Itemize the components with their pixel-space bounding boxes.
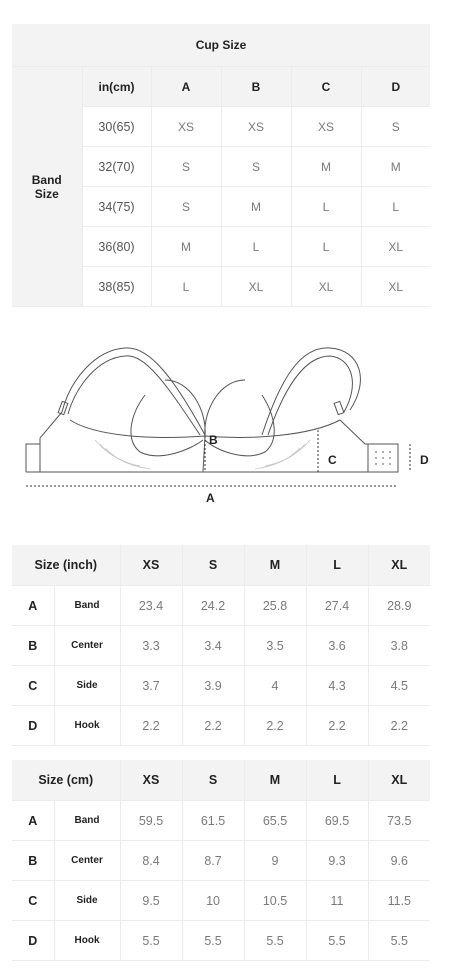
size-cell: XS: [151, 107, 221, 147]
band-size-cell: 38(85): [82, 267, 151, 307]
value-cell: 73.5: [368, 801, 430, 841]
value-cell: 3.9: [182, 666, 244, 706]
row-name: Side: [54, 881, 120, 921]
table-row: [12, 921, 430, 961]
value-cell: 3.5: [244, 626, 306, 666]
value-cell: 27.4: [306, 586, 368, 626]
value-cell: 5.5: [120, 921, 182, 961]
left-cup-seam: [131, 395, 203, 456]
value-cell: 2.2: [244, 706, 306, 746]
value-cell: 5.5: [368, 921, 430, 961]
table-row: [12, 881, 430, 921]
value-cell: 9.3: [306, 841, 368, 881]
table-row: [12, 626, 430, 666]
size-cell: M: [291, 147, 361, 187]
row-name: Side: [54, 666, 120, 706]
band-size-cell: 36(80): [82, 227, 151, 267]
value-cell: 10.5: [244, 881, 306, 921]
row-name: Center: [54, 626, 120, 666]
label-d: D: [420, 453, 429, 467]
value-cell: 24.2: [182, 586, 244, 626]
row-letter: A: [12, 586, 54, 626]
size-header-cell: S: [182, 545, 244, 586]
band-size-label: [12, 67, 82, 307]
table-row: [12, 801, 430, 841]
value-cell: 4.3: [306, 666, 368, 706]
size-header-cell: XS: [120, 545, 182, 586]
left-strap: [62, 348, 205, 435]
cup-header-cell: A: [151, 67, 221, 107]
right-adjuster: [334, 401, 344, 414]
band-size-cell: 34(75): [82, 187, 151, 227]
row-letter: B: [12, 626, 54, 666]
cup-header-cell: in(cm): [82, 67, 151, 107]
value-cell: 65.5: [244, 801, 306, 841]
inch-header-row: [12, 545, 430, 586]
value-cell: 11: [306, 881, 368, 921]
table-row: [12, 841, 430, 881]
value-cell: 8.4: [120, 841, 182, 881]
row-name: Band: [54, 586, 120, 626]
value-cell: 9.6: [368, 841, 430, 881]
row-name: Hook: [54, 706, 120, 746]
size-cell: XL: [291, 267, 361, 307]
size-header-cell: XL: [368, 760, 430, 801]
size-inch-table: [12, 545, 430, 746]
size-header-cell: L: [306, 760, 368, 801]
size-cell: XS: [221, 107, 291, 147]
value-cell: 23.4: [120, 586, 182, 626]
value-cell: 5.5: [244, 921, 306, 961]
row-name: Hook: [54, 921, 120, 961]
value-cell: 2.2: [182, 706, 244, 746]
table-row: [12, 706, 430, 746]
size-cell: M: [361, 147, 430, 187]
table-row: [12, 586, 430, 626]
label-b: B: [209, 433, 218, 447]
row-letter: B: [12, 841, 54, 881]
size-cm-title: Size (cm): [12, 760, 120, 801]
left-band-end: [26, 444, 40, 472]
value-cell: 59.5: [120, 801, 182, 841]
value-cell: 3.3: [120, 626, 182, 666]
size-cm-table: [12, 760, 430, 961]
cup-header-cell: B: [221, 67, 291, 107]
underwire-detail: [95, 440, 310, 469]
value-cell: 9.5: [120, 881, 182, 921]
size-cell: L: [151, 267, 221, 307]
band-label-line2: Size: [34, 186, 59, 201]
value-cell: 28.9: [368, 586, 430, 626]
row-letter: D: [12, 706, 54, 746]
size-cell: M: [151, 227, 221, 267]
cup-header-cell: D: [361, 67, 430, 107]
label-a: A: [206, 491, 215, 505]
value-cell: 2.2: [306, 706, 368, 746]
size-header-cell: M: [244, 760, 306, 801]
row-letter: C: [12, 881, 54, 921]
left-cup-top: [70, 420, 205, 472]
bra-measurement-diagram: [0, 340, 468, 520]
size-cell: S: [221, 147, 291, 187]
size-cell: M: [221, 187, 291, 227]
size-cell: L: [291, 187, 361, 227]
size-cell: S: [361, 107, 430, 147]
value-cell: 9: [244, 841, 306, 881]
size-header-cell: S: [182, 760, 244, 801]
row-letter: A: [12, 801, 54, 841]
value-cell: 10: [182, 881, 244, 921]
size-cell: L: [221, 227, 291, 267]
size-header-cell: XL: [368, 545, 430, 586]
size-cell: S: [151, 187, 221, 227]
value-cell: 3.7: [120, 666, 182, 706]
size-cell: XL: [361, 227, 430, 267]
row-letter: C: [12, 666, 54, 706]
right-strap: [262, 348, 360, 435]
value-cell: 25.8: [244, 586, 306, 626]
cup-size-table: [12, 24, 430, 307]
value-cell: 3.6: [306, 626, 368, 666]
value-cell: 2.2: [120, 706, 182, 746]
value-cell: 5.5: [182, 921, 244, 961]
value-cell: 4: [244, 666, 306, 706]
cup-header-cell: C: [291, 67, 361, 107]
cup-header-row: [12, 67, 430, 107]
value-cell: 2.2: [368, 706, 430, 746]
size-cell: XS: [291, 107, 361, 147]
row-letter: D: [12, 921, 54, 961]
value-cell: 4.5: [368, 666, 430, 706]
value-cell: 61.5: [182, 801, 244, 841]
value-cell: 3.8: [368, 626, 430, 666]
value-cell: 3.4: [182, 626, 244, 666]
size-header-cell: M: [244, 545, 306, 586]
size-cell: S: [151, 147, 221, 187]
cm-header-row: [12, 760, 430, 801]
size-header-cell: XS: [120, 760, 182, 801]
value-cell: 8.7: [182, 841, 244, 881]
band-label-line1: Band: [31, 172, 62, 187]
row-name: Center: [54, 841, 120, 881]
band-size-cell: 30(65): [82, 107, 151, 147]
value-cell: 11.5: [368, 881, 430, 921]
cup-size-title: Cup Size: [12, 24, 430, 67]
size-inch-title: Size (inch): [12, 545, 120, 586]
table-row: [12, 666, 430, 706]
label-c: C: [328, 453, 337, 467]
size-cell: XL: [361, 267, 430, 307]
band-size-cell: 32(70): [82, 147, 151, 187]
size-cell: XL: [221, 267, 291, 307]
row-name: Band: [54, 801, 120, 841]
value-cell: 5.5: [306, 921, 368, 961]
size-cell: L: [291, 227, 361, 267]
value-cell: 69.5: [306, 801, 368, 841]
size-header-cell: L: [306, 545, 368, 586]
size-cell: L: [361, 187, 430, 227]
